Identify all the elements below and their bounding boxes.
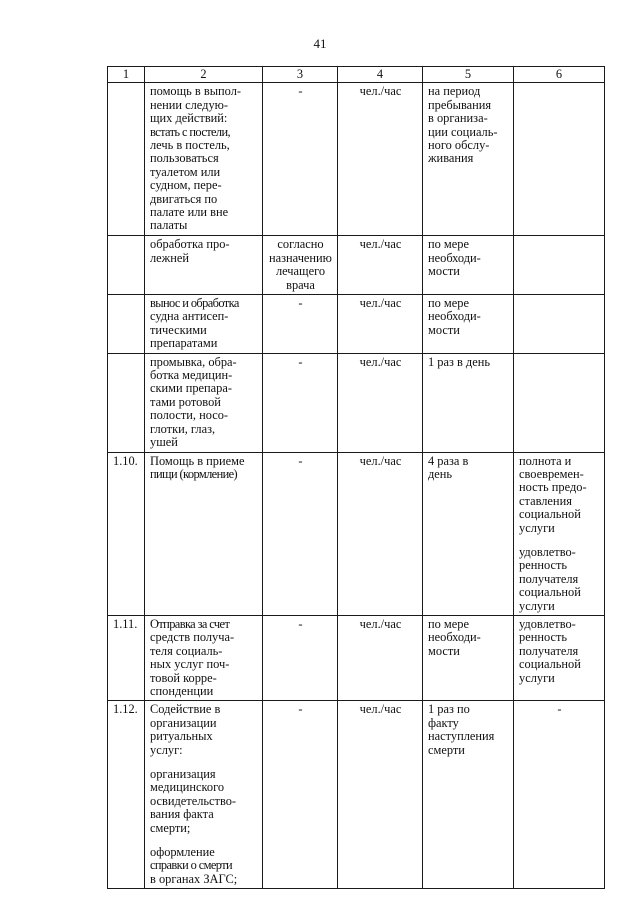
condition-cell: [263, 295, 338, 354]
cell-text-line: день: [428, 466, 453, 481]
cell-text-line: судном, пере-: [150, 178, 222, 193]
cell-text-line: получателя: [519, 571, 579, 586]
cell-text-line: ренность: [519, 630, 568, 645]
cell-text-line: пользоваться: [150, 151, 219, 166]
cell-text-line: лечь в постель,: [150, 138, 230, 153]
cell-text-line: чел./час: [359, 616, 402, 631]
condition-cell: [263, 615, 338, 700]
cell-text-line: Содействие в: [150, 702, 221, 717]
cell-text-line: социальной: [519, 585, 581, 600]
cell-text-line: чел./час: [359, 354, 402, 369]
cell-text-line: смерти;: [150, 820, 191, 835]
table-row: [108, 452, 605, 615]
header-cell: 4: [338, 67, 423, 83]
cell-text-line: -: [298, 616, 303, 631]
cell-text-line: необходи-: [428, 630, 481, 645]
unit-cell: [338, 353, 423, 452]
cell-text-line: полнота и: [519, 453, 572, 468]
cell-text-line: вынос и обработка: [150, 296, 239, 311]
item-number-cell: 1.12.: [108, 701, 145, 889]
cell-text-line: палаты: [150, 218, 188, 233]
cell-text-line: двигаться по: [150, 191, 218, 206]
cell-text-line: мости: [428, 322, 460, 337]
cell-text-line: ренность: [519, 558, 568, 573]
cell-text-line: вания факта: [150, 807, 214, 822]
table-row: [108, 353, 605, 452]
service-name-cell: [145, 452, 263, 615]
condition-cell: [263, 452, 338, 615]
cell-text-line: чел./час: [359, 702, 402, 717]
table-row: [108, 295, 605, 354]
cell-text-line: ушей: [150, 435, 178, 450]
header-cell: 5: [423, 67, 514, 83]
frequency-cell: [423, 701, 514, 889]
service-name-cell: [145, 615, 263, 700]
cell-text-line: ных услуг поч-: [150, 657, 230, 672]
cell-text-line: ции социаль-: [428, 124, 498, 139]
quality-indicator-cell: [514, 615, 605, 700]
cell-text-line: своевремен-: [519, 466, 584, 481]
cell-text-line: 1 раз в день: [428, 354, 491, 369]
cell-text-line: глотки, глаз,: [150, 421, 216, 436]
header-cell: 6: [514, 67, 605, 83]
cell-text-line: препаратами: [150, 336, 218, 351]
cell-text-line: получателя: [519, 643, 579, 658]
cell-text-line: смерти: [428, 742, 465, 757]
cell-text-line: скими препара-: [150, 381, 232, 396]
service-name-cell: [145, 295, 263, 354]
cell-text-line: услуги: [519, 598, 555, 613]
item-number-cell: [108, 295, 145, 354]
cell-text-line: услуги: [519, 670, 555, 685]
cell-text-line: -: [298, 702, 303, 717]
service-name-cell: [145, 353, 263, 452]
cell-text-line: удовлетво-: [519, 544, 576, 559]
unit-cell: [338, 615, 423, 700]
cell-text-line: чел./час: [359, 296, 402, 311]
cell-text-line: Отправка за счет: [150, 616, 230, 631]
condition-cell: [263, 353, 338, 452]
service-name-cell: [145, 701, 263, 889]
cell-text-line: в организа-: [428, 111, 488, 126]
cell-text-line: судна антисеп-: [150, 309, 229, 324]
cell-text-line: ного обслу-: [428, 138, 490, 153]
table-header-row: [108, 67, 605, 83]
cell-text-line: палате или вне: [150, 205, 229, 220]
table-row: [108, 83, 605, 236]
cell-text-line: лежней: [150, 250, 190, 265]
header-cell: 1: [108, 67, 145, 83]
cell-text-line: чел./час: [359, 84, 402, 99]
quality-indicator-cell: [514, 295, 605, 354]
cell-text-line: услуги: [519, 520, 555, 535]
frequency-cell: [423, 615, 514, 700]
cell-text-line: оформление: [150, 845, 215, 860]
unit-cell: [338, 83, 423, 236]
page-number: 41: [313, 36, 327, 51]
cell-text-line: в органах ЗАГС;: [150, 871, 238, 886]
unit-cell: [338, 452, 423, 615]
cell-text-line: мости: [428, 643, 460, 658]
cell-text-line: -: [298, 354, 303, 369]
cell-text-line: мости: [428, 264, 460, 279]
cell-text-line: -: [298, 453, 303, 468]
frequency-cell: [423, 353, 514, 452]
cell-text-line: по мере: [428, 237, 469, 252]
quality-indicator-cell: [514, 83, 605, 236]
cell-text-line: промывка, обра-: [150, 354, 237, 369]
cell-text-line: необходи-: [428, 309, 481, 324]
cell-text-line: необходи-: [428, 250, 481, 265]
item-number-cell: [108, 83, 145, 236]
quality-indicator-cell: [514, 236, 605, 295]
cell-text-line: спонденции: [150, 684, 214, 698]
cell-text-line: 4 раза в: [428, 453, 469, 468]
header-cell: 3: [263, 67, 338, 83]
cell-text-line: пребывания: [428, 97, 492, 112]
quality-indicator-cell: [514, 452, 605, 615]
cell-text-line: удовлетво-: [519, 616, 576, 631]
cell-text-line: нении следую-: [150, 97, 229, 112]
table-row: [108, 701, 605, 889]
item-number-cell: 1.11.: [108, 615, 145, 700]
condition-cell: [263, 83, 338, 236]
services-table: [107, 66, 605, 889]
cell-text-line: ставления: [519, 493, 572, 508]
cell-text-line: пищи (кормление): [150, 466, 238, 481]
item-number-cell: [108, 236, 145, 295]
service-name-cell: [145, 83, 263, 236]
frequency-cell: [423, 295, 514, 354]
quality-indicator-cell: [514, 701, 605, 889]
cell-text-line: ритуальных: [150, 729, 213, 744]
quality-indicator-cell: [514, 353, 605, 452]
cell-text-line: организация: [150, 767, 216, 782]
unit-cell: [338, 701, 423, 889]
cell-text-line: наступления: [428, 729, 495, 744]
cell-text-line: организации: [150, 715, 217, 730]
cell-text-line: назначению: [269, 250, 332, 265]
item-number-cell: [108, 353, 145, 452]
cell-text-line: помощь в выпол-: [150, 84, 242, 99]
cell-text-line: Помощь в приеме: [150, 453, 245, 468]
cell-text-line: -: [557, 702, 562, 717]
cell-text-line: справки о смерти: [150, 858, 233, 873]
cell-text-line: ность предо-: [519, 480, 587, 495]
frequency-cell: [423, 83, 514, 236]
service-name-cell: [145, 236, 263, 295]
cell-text-line: освидетельство-: [150, 793, 237, 808]
cell-text-line: теля социаль-: [150, 643, 223, 658]
cell-text-line: по мере: [428, 616, 469, 631]
cell-text-line: по мере: [428, 296, 469, 311]
cell-text-line: обработка про-: [150, 237, 230, 252]
cell-text-line: тическими: [150, 322, 207, 337]
cell-text-line: социальной: [519, 657, 581, 672]
cell-text-line: услуг:: [150, 742, 183, 757]
frequency-cell: [423, 236, 514, 295]
unit-cell: [338, 295, 423, 354]
cell-text-line: туалетом или: [150, 164, 221, 179]
table-row: [108, 615, 605, 700]
condition-cell: [263, 236, 338, 295]
cell-text-line: ботка медицин-: [150, 368, 233, 383]
cell-text-line: чел./час: [359, 453, 402, 468]
header-cell: 2: [145, 67, 263, 83]
cell-text-line: социальной: [519, 507, 581, 522]
unit-cell: [338, 236, 423, 295]
cell-text-line: -: [298, 296, 303, 311]
cell-text-line: чел./час: [359, 237, 402, 252]
cell-text-line: на период: [428, 84, 481, 99]
cell-text-line: -: [298, 84, 303, 99]
cell-text-line: средств получа-: [150, 630, 235, 645]
cell-text-line: живания: [428, 151, 474, 166]
cell-text-line: тами ротовой: [150, 394, 221, 409]
cell-text-line: факту: [428, 715, 459, 730]
item-number-cell: 1.10.: [108, 452, 145, 615]
cell-text-line: медицинского: [150, 780, 225, 795]
cell-text-line: встать с постели,: [150, 124, 231, 139]
cell-text-line: 1 раз по: [428, 702, 470, 717]
cell-text-line: врача: [286, 277, 315, 292]
cell-text-line: щих действий:: [150, 111, 228, 126]
table-row: [108, 236, 605, 295]
condition-cell: [263, 701, 338, 889]
cell-text-line: товой корре-: [150, 670, 217, 685]
cell-text-line: согласно: [277, 237, 324, 252]
cell-text-line: лечащего: [275, 264, 326, 279]
cell-text-line: полости, носо-: [150, 408, 229, 423]
frequency-cell: [423, 452, 514, 615]
